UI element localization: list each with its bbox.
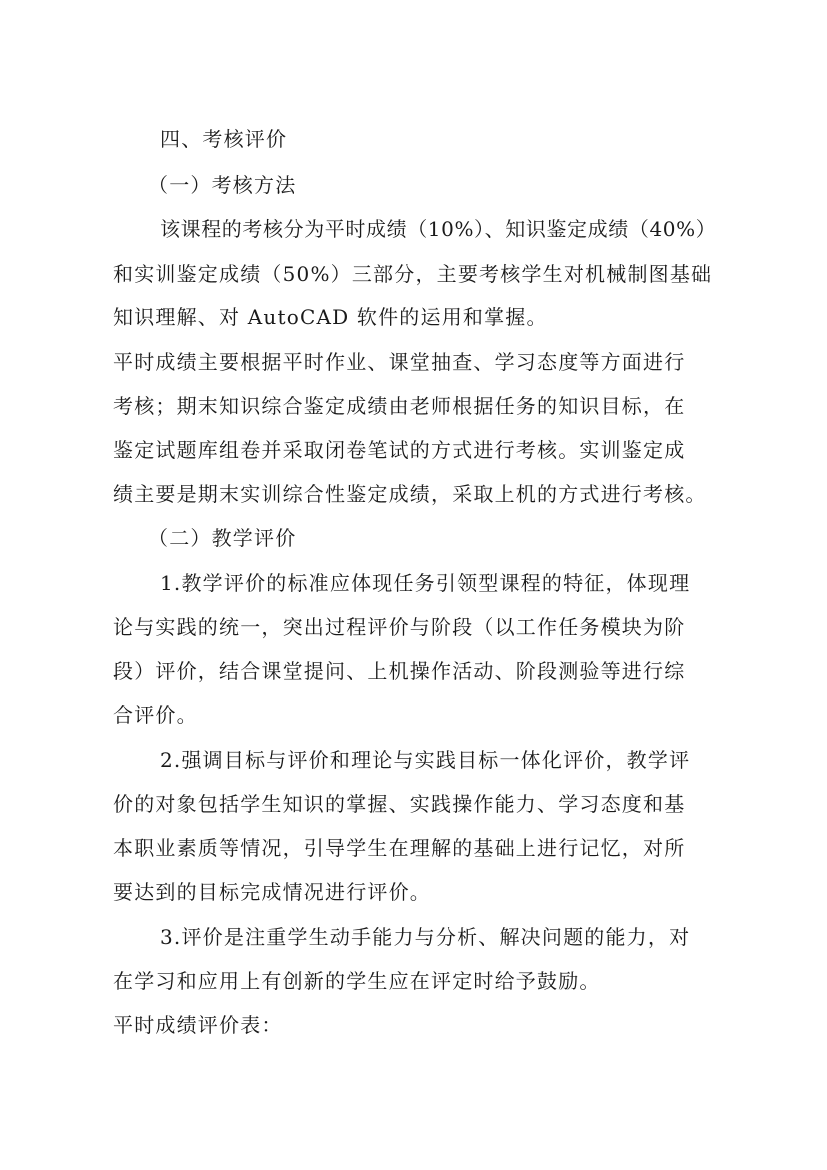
paragraph-line: 价的对象包括学生知识的掌握、实践操作能力、学习态度和基 [113,792,686,816]
paragraph-line: 考核；期末知识综合鉴定成绩由老师根据任务的知识目标，在 [113,394,686,418]
paragraph-line: 合评价。 [113,703,198,727]
paragraph-line: 绩主要是期末实训综合性鉴定成绩，采取上机的方式进行考核。 [113,482,707,506]
paragraph-line: 2.强调目标与评价和理论与实践目标一体化评价，教学评 [160,748,691,772]
paragraph-line: 平时成绩主要根据平时作业、课堂抽查、学习态度等方面进行 [113,350,686,374]
paragraph-line: 3.评价是注重学生动手能力与分析、解决问题的能力，对 [160,925,691,949]
subsection-heading-teaching-evaluation: （二）教学评价 [148,526,297,550]
paragraph-line: 在学习和应用上有创新的学生应在评定时给予鼓励。 [113,969,601,993]
paragraph-line: 论与实践的统一，突出过程评价与阶段（以工作任务模块为阶 [113,615,686,639]
paragraph-line: 知识理解、对 AutoCAD 软件的运用和掌握。 [113,305,548,329]
paragraph-line: 本职业素质等情况，引导学生在理解的基础上进行记忆，对所 [113,836,686,860]
subsection-heading-assessment-method: （一）考核方法 [148,173,297,197]
section-heading: 四、考核评价 [160,127,288,151]
table-caption: 平时成绩评价表： [113,1013,283,1037]
paragraph-line: 鉴定试题库组卷并采取闭卷笔试的方式进行考核。实训鉴定成 [113,438,686,462]
paragraph-line: 段）评价，结合课堂提问、上机操作活动、阶段测验等进行综 [113,659,686,683]
paragraph-line: 该课程的考核分为平时成绩（10%）、知识鉴定成绩（40%） [160,217,717,241]
paragraph-line: 要达到的目标完成情况进行评价。 [113,880,431,904]
paragraph-line: 和实训鉴定成绩（50%）三部分，主要考核学生对机械制图基础 [113,262,713,286]
paragraph-line: 1.教学评价的标准应体现任务引领型课程的特征，体现理 [160,571,691,595]
